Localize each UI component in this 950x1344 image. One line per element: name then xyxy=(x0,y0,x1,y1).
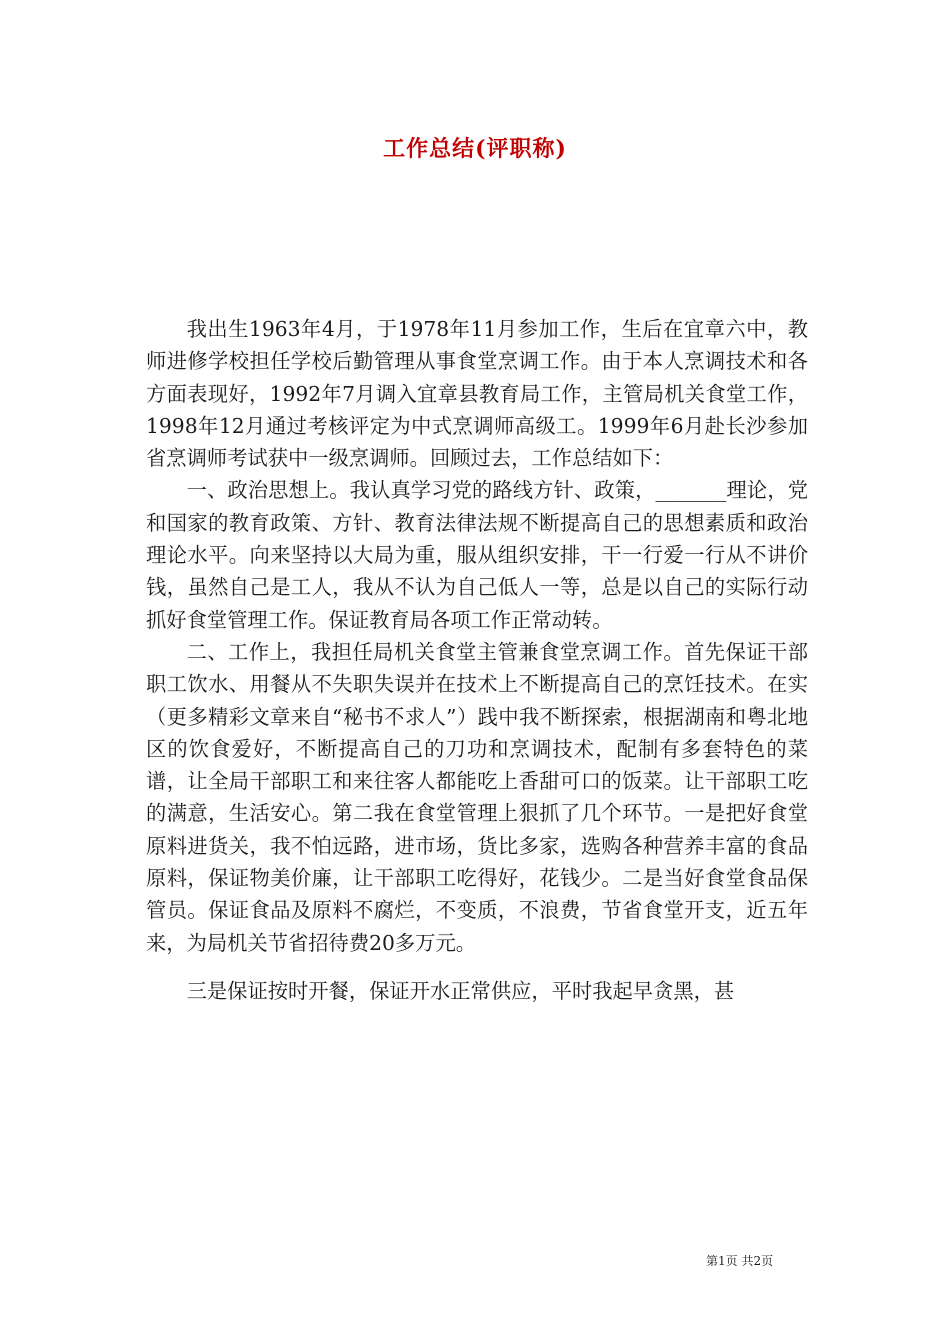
paragraph-political: 一、政治思想上。我认真学习党的路线方针、政策，_______理论，党和国家的教育政策、方针、教育法律法规不断提高自己的思想素质和政治理论水平。向来坚持以大局为重，服从组织安排，干一行爱一行从不讲价钱，虽然自己是工人，我从不认为自己低人一等，总是以自己的实际行动抓好食堂管理工作。保证教育局各项工作正常动转。 xyxy=(146,478,808,632)
document-title: 工作总结(评职称) xyxy=(383,136,567,162)
paragraph-work: 二、工作上，我担任局机关食堂主管兼食堂烹调工作。首先保证干部职工饮水、用餐从不失职失误并在技术上不断提高自己的烹饪技术。在实（更多精彩文章来自“秘书不求人”）践中我不断探索，根据湖南和粤北地区的饮食爱好，不断提高自己的刀功和烹调技术，配制有多套特色的菜谱，让全局干部职工和来往客人都能吃上香甜可口的饭菜。让干部职工吃的满意，生活安心。第二我在食堂管理上狠抓了几个环节。一是把好食堂原料进货关，我不怕远路，进市场，货比多家，选购各种营养丰富的食品原料，保证物美价廉，让干部职工吃得好，花钱少。二是当好食堂食品保管员。保证食品及原料不腐烂，不变质，不浪费，节省食堂开支，近五年来，为局机关节省招待费20多万元。 xyxy=(146,639,808,955)
paragraph-meals: 三是保证按时开餐，保证开水正常供应，平时我起早贪黑，甚 xyxy=(186,978,735,1003)
page-number: 第1页 共2页 xyxy=(706,1254,774,1268)
paragraph-intro: 我出生1963年4月，于1978年11月参加工作，生后在宜章六中，教师进修学校担任学校后勤管理从事食堂烹调工作。由于本人烹调技术和各方面表现好，1992年7月调入宜章县教育局工作，主管局机关食堂工作，1998年12月通过考核评定为中式烹调师高级工。1999年6月赴长沙参加省烹调师考试获中一级烹调师。回顾过去，工作总结如下： xyxy=(146,317,808,471)
document-body xyxy=(146,313,808,1007)
